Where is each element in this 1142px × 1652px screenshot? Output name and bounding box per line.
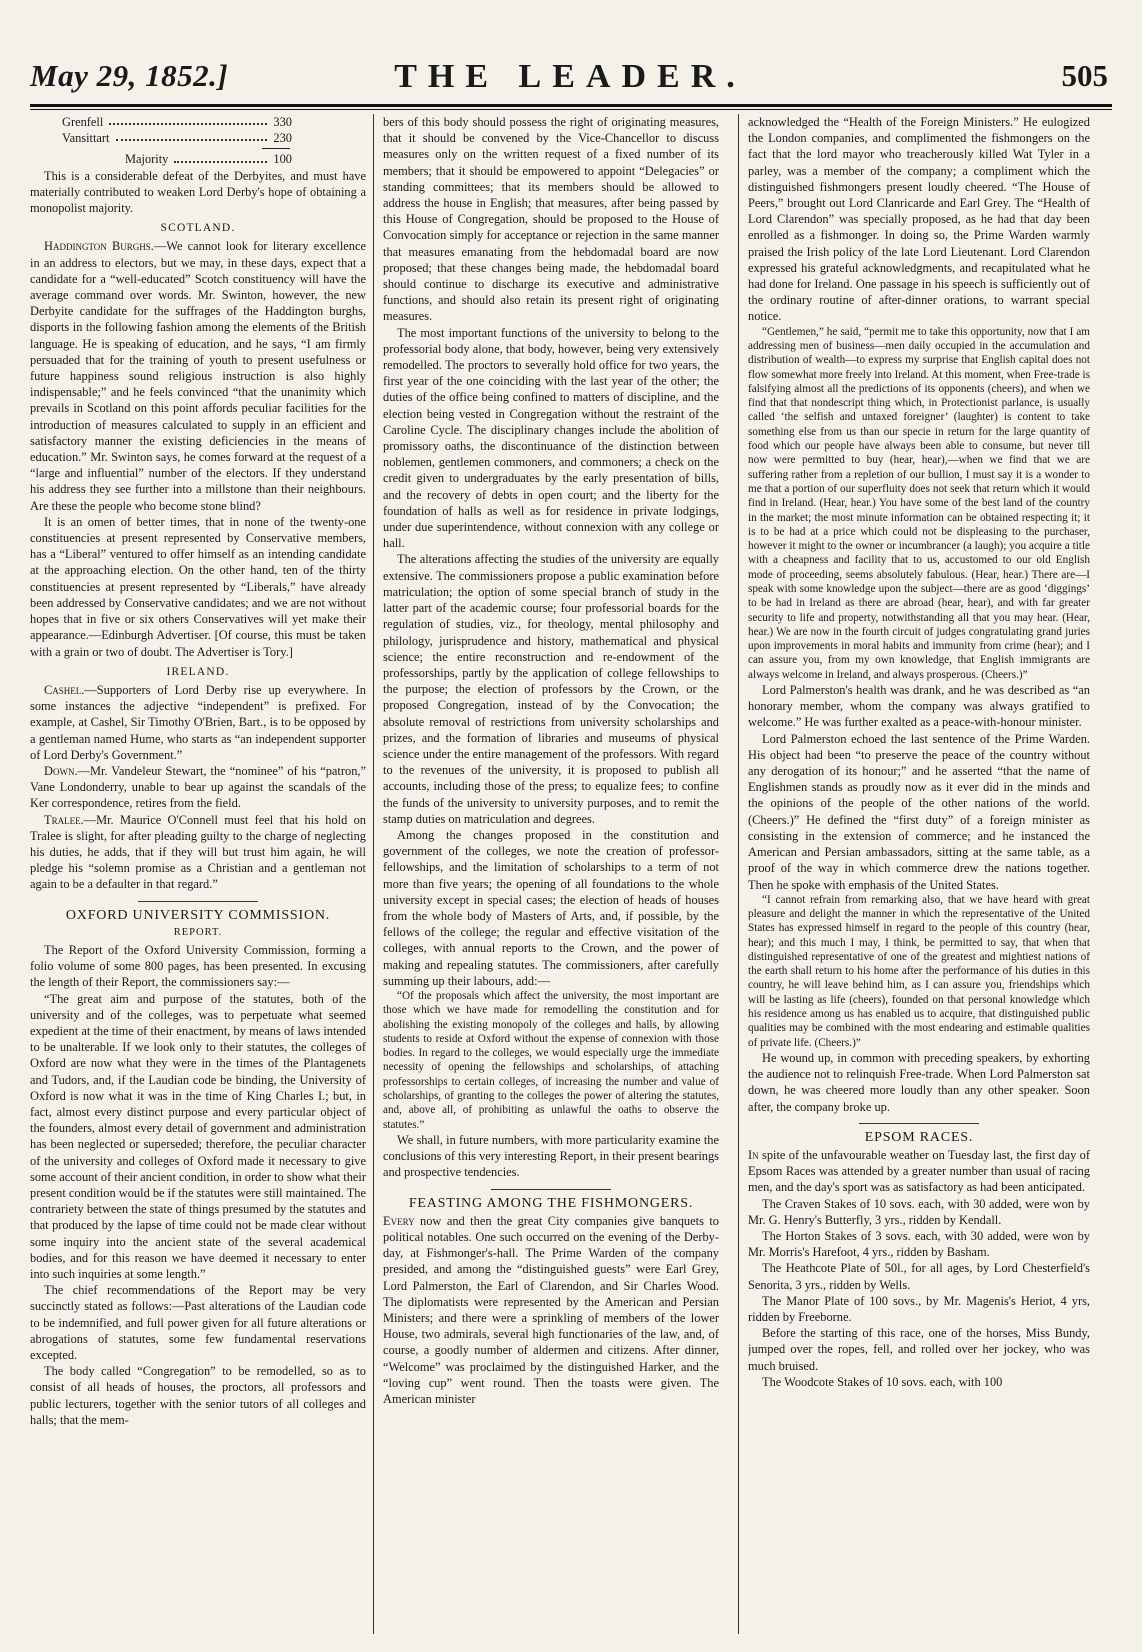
leader-dots: [109, 114, 267, 125]
page-header: [30, 58, 1110, 108]
paragraph: bers of this body should possess the right of originating measures, that it should be convened by the Vice-Chancellor to discuss measures only on the written request of a fixed number of its members; that it should be empowered to appoint “Delegacies” or standing committees; that its members should be allowed to address the house in English; that measures, after being passed by this House of Congregation, should be proposed to the House of Convocation simply for acceptance or rejection in the same manner that measures emanating from the hebdomadal board are now proposed; that these changes being made, the hebdomadal board should continue to discharge its executive and administrative functions, and should also retain its present right of originating measures.: [383, 115, 719, 324]
article-divider: [859, 1123, 979, 1124]
paragraph: It is an omen of better times, that in none of the twenty-one constituencies at present represented by Conservative members, has a “Liberal” ventured to offer himself as an intending candidate at the approaching election. On the other hand, ten of the thirty constituencies at present represented by “Liberals,” have already been addressed by Conservative candidates; and we are not without hopes that in five or six others Conservatives will yet make their appearance.—Edinburgh Advertiser. [Of course, this must be taken with a grain or two of doubt. The Advertiser is Tory.]: [30, 514, 366, 659]
paragraph-text: —We cannot look for literary excellence in an address to electors, but we may, in these days, expect that a candidate for a “well-educated” Scotch constituency will have the average command over words. Mr. Swinton, however, the new Derbyite candidate for the suffrages of the Haddington burghs, disports in the following fashion among the elements of the British language. He is speaking of education, and he says, “I am firmly persuaded that for the training of youth to present usefulness or future happiness sound religious instruction is also highly indispensable;” and he feels convinced “that the unanimity which prevails in Scotland on this point affords peculiar facilities for the introduction of measures calculated to supply in an efficient and satisfactory manner the existing deficiencies in the means of education.” Mr. Swinton says, he comes forward at the request of a “large and influential” number of the electors. If they understand his address they see further into a millstone than their neighbours. Are these the people who become stone blind?: [30, 239, 366, 513]
paragraph: The chief recommendations of the Report may be very succinctly stated as follows:—Past alterations of the Laudian code to be indemnified, and full power given for all future alterations or abrogations of statutes, some few fundamental reservations excepted.: [30, 1283, 366, 1363]
candidate-name: Grenfell: [62, 115, 104, 129]
article-title-oxford: OXFORD UNIVERSITY COMMISSION.: [65, 907, 331, 923]
run-in-heading: Every: [383, 1213, 415, 1228]
leader-dots: [174, 151, 267, 162]
article-title-epsom: EPSOM RACES.: [864, 1129, 974, 1145]
majority-count: 100: [273, 152, 292, 167]
leader-dots: [116, 130, 268, 141]
paragraph-text: —Supporters of Lord Derby rise up everywhere. In some instances the adjective “independent” is prefixed. For example, at Cashel, Sir Timothy O'Brien, Bart., is to be opposed by a gentleman named Hume, who starts as “an independent supporter of Lord Derby's Government.”: [30, 682, 366, 762]
paragraph-text: —Mr. Vandeleur Stewart, the “nominee” of his “patron,” Vane Londonderry, unable to bear up against the scandals of the Ker correspondence, retires from the field.: [30, 763, 366, 811]
column-3: [748, 114, 1090, 1634]
header-rule-thin: [30, 109, 1112, 110]
paragraph: acknowledged the “Health of the Foreign Ministers.” He eulogized the London companies, and complimented the fishmongers on the fact that the lord mayor who treacherously killed Wat Tyler in a parley, was a member of the company; a compliment which the distinguished fishmongers present loudly cheered. “The House of Peers,” brought out Lord Clanricarde and Earl Grey. The “Health of Lord Clarendon” was specially proposed, as he had that day been enrolled as a fishmonger. In doing so, the Prime Warden warmly praised the Irish policy of the late Lord Lieutenant. Lord Clarendon expressed his grateful acknowledgments, and recapitulated what he had done for Ireland. One passage in his speech is sufficiently out of the ordinary routine of after-dinner orations, to warrant special notice.: [748, 115, 1090, 324]
paragraph: Among the changes proposed in the constitution and government of the colleges, we note the creation of professor-fellowships, and the limitation of scholarships to a term of not more than five years; the opening of all foundations to the whole university except in special cases; the election of heads of houses from the whole body of Masters of Arts, and, if possible, by the fellows of the college; the regular and effective visitation of the colleges, with annual reports to the Crown, and the power of making and repealing statutes. The commissioners, after carefully summing up their labours, add:—: [383, 827, 719, 988]
paragraph: Before the starting of this race, one of the horses, Miss Bundy, jumped over the ropes, fell, and rolled over her jockey, who was much bruised.: [748, 1326, 1090, 1373]
vote-count: 330: [273, 115, 292, 129]
paragraph: [748, 1147, 1090, 1196]
block-quote: “Gentlemen,” he said, “permit me to take this opportunity, now that I am addressing men of business—men daily occupied in the accumulation and distribution of wealth—to express my surprise that English capital does not flow somewhat more freely into Ireland. At this moment, when Free-trade is falsifying almost all the predictions of its opponents (cheers), and when we find that that nondescript thing which, in Protectionist parlance, is usually called ‘the selfish and untaxed foreigner’ (laughter) is content to take something else from us than our specie in return for the large quantity of food which our people have always been able to consume, but never till now were permitted to buy (hear, hear),—when we find that we are suffering rather from a repletion of our bullion, I must say it is a wonder to me that a portion of our superfluity does not seek that return which it would find in Ireland. (Hear, hear.) You have some of the best land of the country in the market; the most minute information can be obtained respecting it; it is to be had at a price which could not be displeasing to the purchaser, however it might to the owner or incumbrancer (a laugh); you acquire a title with a cheapness and facility that to us, accustomed to our old English mode of proceeding, seems absolutely fabulous. (Hear, hear.) There are—I speak with some knowledge upon the subject—there are as good ‘diggings’ to be had in Ireland as there are abroad (hear, hear), and with far greater security to life and property, notwithstanding all that you may hear. (Hear, hear.) We are now in the fourth circuit of judges congratulating grand juries upon improvements in moral habits and immunity from crime (hear); and I can assure you, from my own knowledge, that English immigrants are always welcome in Ireland, and always prosperous. (Cheers.)”: [748, 325, 1090, 681]
paragraph: The most important functions of the university to belong to the professorial body alone, that body, however, being very extensively remodelled. The proctors to severally hold office for two years, the first year of the one coinciding with the last year of the other; the duties of the office being confined to matters of discipline, and the election being vested in Congregation without the restraint of the Caroline Cycle. The disciplinary changes include the abolition of promissory oaths, the discontinuance of the distinction between noblemen, gentlemen commoners, and commoners; a check on the credit given to undergraduates by the early presentation of bills, and the recovery of debts in open court; and the liberty for the foundation of halls as well as for residence in private lodgings, under due superintendence, without connexion with any college or hall.: [383, 325, 719, 551]
paragraph: The alterations affecting the studies of the university are equally extensive. The commissioners propose a public examination before matriculation; the option of some special branch of study in the latter part of the academic course; four professorial boards for the regulation of studies, viz., for theology, mental philosophy and philology, jurisprudence and history, mathematical and physical science; the entire reconstruction and re-endowment of the professorships, partly by the application of college fellowships to the purpose; the election of professors by the Crown, or the proposed Congregation, instead of by the Convocation; the absolute removal of restrictions from university scholarships and prizes, and the formation of libraries and museums of physical science under the entire management of the professors. With regard to the revenues of the university, it is proposed to publish all accounts, including those of the press; to equalize fees; to confine the funds of the university to university purposes, and to remit the stamp duties on matriculation and degrees.: [383, 552, 719, 826]
block-quote: “I cannot refrain from remarking also, that we have heard with great pleasure and delight the manner in which the representative of the United States has expressed himself in regard to the people of this country (hear, hear); and this much I may, I think, be permitted to say, that when that distinguished representative of one of the greatest and mightiest nations of the earth shall return to his home after the performance of his duties in this country, he will leave behind him, as I can assure you, friendships which will be lasting as life (cheers), founded on that personal knowledge which his residence among us has enabled us to acquire, that distinguished public qualities may be combined with the most endearing and estimable qualities of private life. (Cheers.)”: [748, 893, 1090, 1049]
paragraph: [30, 682, 366, 763]
paragraph-text: now and then the great City companies give banquets to political notables. One such occurred on the evening of the Derby-day, at Fishmonger's-hall. The Prime Warden of the company presided, and among the “distinguished guests” were Earl Grey, Lord Palmerston, the Earl of Clarendon, and Sir Charles Wood. The diplomatists were represented by the American and Persian Ministers; and there were a sprinkling of members of the lower House, two admirals, several high functionaries of the law, and, of course, a goodly number of aldermen and citizens. After dinner, “Welcome” was proclaimed by the distinguished Harker, and the “loving cup” went round. Then the toasts were given. The American minister: [383, 1213, 719, 1406]
issue-date: May 29, 1852.]: [30, 58, 229, 93]
paragraph: [30, 238, 366, 513]
run-in-heading: Tralee.: [44, 812, 84, 827]
paragraph: The body called “Congregation” to be remodelled, so as to consist of all heads of houses, the proctors, all professors and public lecturers, together with the senior tutors of all colleges and halls; that the mem-: [30, 1364, 366, 1427]
vote-row: [62, 114, 292, 130]
paragraph: Lord Palmerston's health was drank, and he was described as “an honorary member, whom the company was always gratified to welcome.” He was further exalted as a peace-with-honour minister.: [748, 683, 1090, 730]
page-number: 505: [1061, 58, 1108, 93]
block-quote: “The great aim and purpose of the statutes, both of the university and of the colleges, was to perpetuate what seemed expedient at the time of their enactment, by means of laws intended to be unalterable. If we look only to their statutes, the colleges of Oxford are now what they were in the times of the Plantagenets and Tudors, and, if the Laudian code be binding, the University of Oxford is now what it was in the time of King Charles I.; but, in fact, almost every distinct purpose and every particular object of the founders, almost every detail of government and administration has been neglected or superseded; therefore, the peculiar character of the university and colleges of Oxford made it necessary to give some account of their ancient condition, in order to show what their present condition would be if the statutes were still maintained. The contrariety between the state of things presumed by the statutes and that produced by the lapse of time could not be made clear without some inquiry into the ancient state of the several academical bodies, and for this reason we have deemed it necessary to enter into such inquiries at some length.”: [30, 991, 366, 1282]
column-2: [383, 114, 719, 1634]
paragraph: The Report of the Oxford University Commission, forming a folio volume of some 800 pages, has been presented. In excusing the length of their Report, the commissioners say:—: [30, 942, 366, 990]
paragraph: [383, 1213, 719, 1407]
column-divider-2: [738, 114, 739, 1634]
paragraph: [30, 812, 366, 893]
total-rule: [262, 148, 290, 149]
article-subtitle: REPORT.: [173, 926, 223, 938]
paragraph: This is a considerable defeat of the Derbyites, and must have materially contributed to weaken Lord Derby's hope of obtaining a monopolist majority.: [30, 168, 366, 216]
majority-row: [125, 151, 292, 167]
article-title-feasting: FEASTING AMONG THE FISHMONGERS.: [408, 1195, 694, 1211]
masthead-title: THE LEADER.: [394, 58, 746, 95]
vote-row: [62, 130, 292, 146]
vote-count: 230: [273, 131, 292, 146]
block-quote: “Of the proposals which affect the university, the most important are those which we have made for remodelling the constitution and for abolishing the existing monopoly of the colleges and halls, by allowing students to reside at Oxford without the expense of connexion with those bodies. In regard to the colleges, we would especially urge the immediate necessity of opening the fellowships and scholarships, of attaching professorships to certain colleges, of increasing the number and value of scholarships, of granting to the colleges the power of altering the statutes, and, above all, of prohibiting as unlawful the oaths to observe the statutes.”: [383, 989, 719, 1131]
header-rule-thick: [30, 104, 1112, 107]
article-divider: [491, 1189, 611, 1190]
paragraph: The Heathcote Plate of 50l., for all ages, by Lord Chesterfield's Senorita, 3 yrs., ridden by Wells.: [748, 1261, 1090, 1292]
paragraph-text: spite of the unfavourable weather on Tuesday last, the first day of Epsom Races was attended by a greater number than usual of racing men, and the day's sport was as satisfactory as had been anticipated.: [748, 1147, 1090, 1195]
run-in-heading: Cashel.: [44, 682, 85, 697]
paragraph: The Craven Stakes of 10 sovs. each, with 30 added, were won by Mr. G. Henry's Butterfly, 3 yrs., ridden by Kendall.: [748, 1196, 1090, 1227]
majority-label: Majority: [125, 152, 169, 167]
run-in-heading: In: [748, 1147, 759, 1162]
paragraph: The Manor Plate of 100 sovs., by Mr. Magenis's Heriot, 4 yrs, ridden by Freeborne.: [748, 1293, 1090, 1325]
paragraph: We shall, in future numbers, with more particularity examine the conclusions of this very interesting Report, in their present bearings and prospective tendencies.: [383, 1132, 719, 1180]
run-in-heading: Down.: [44, 763, 78, 778]
article-divider: [138, 901, 258, 902]
paragraph: The Horton Stakes of 3 sovs. each, with 30 added, were won by Mr. Morris's Harefoot, 4 yrs., ridden by Basham.: [748, 1229, 1090, 1260]
candidate-name: Vansittart: [62, 131, 110, 146]
paragraph: [30, 763, 366, 812]
paragraph: The Woodcote Stakes of 10 sovs. each, with 100: [762, 1374, 1003, 1389]
run-in-heading: Haddington Burghs.: [44, 239, 154, 254]
section-heading-ireland: IRELAND.: [166, 665, 230, 678]
section-heading-scotland: SCOTLAND.: [160, 222, 236, 235]
column-1: [30, 114, 366, 1634]
paragraph: Lord Palmerston echoed the last sentence of the Prime Warden. His object had been “to preserve the peace of the country without any derogation of its honour;” and he asserted “that the name of Englishmen stands as proudly now as it ever did in the minds and the opinions of the people of the other nations of the world. (Cheers.)” He defined the “first duty” of a foreign minister as consisting in the extension of commerce; and he instanced the American and Persian ambassadors, sitting at the same table, as a proof of the way in which commerce drew the nations together. Then he spoke with emphasis of the United States.: [748, 731, 1090, 892]
paragraph: He wound up, in common with preceding speakers, by exhorting the audience not to relinquish Free-trade. When Lord Palmerston sat down, he was cheered more loudly than any other speaker. Soon after, the company broke up.: [748, 1050, 1090, 1114]
paragraph-text: —Mr. Maurice O'Connell must feel that his hold on Tralee is slight, for after pleading guilty to the charge of neglecting his duties, he adds, that if they will but trust him again, he will pledge his “solemn promise as a Christian and a gentleman not again to be a defaulter in that regard.”: [30, 812, 366, 892]
column-divider-1: [373, 114, 374, 1634]
